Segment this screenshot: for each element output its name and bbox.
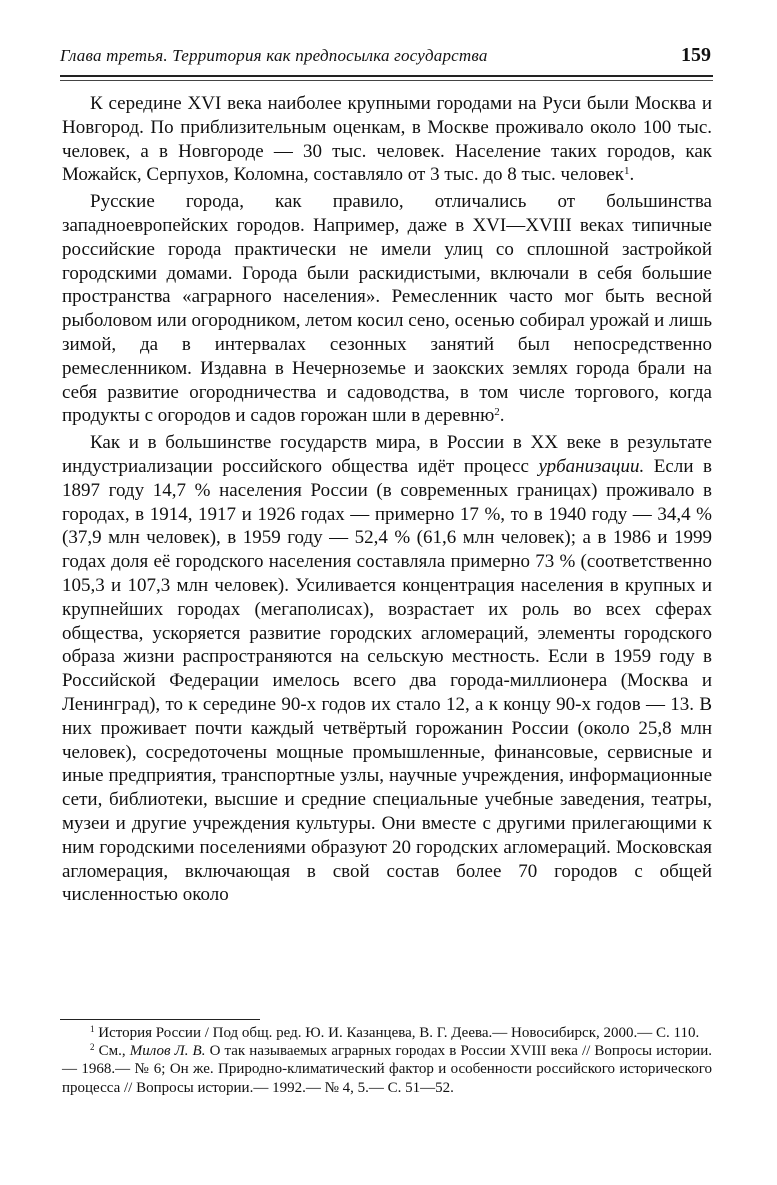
footnote-separator xyxy=(60,1019,260,1020)
running-header xyxy=(60,44,713,78)
header-rule-thin xyxy=(60,80,713,81)
footnote-author: Милов Л. В. xyxy=(129,1043,206,1060)
header-rule-thick xyxy=(60,75,713,77)
emphasis-term: урбанизации. xyxy=(538,455,645,477)
running-title: Глава третья. Территория как предпосылка государства xyxy=(60,46,488,65)
footnote-number: 1 xyxy=(90,1024,95,1034)
paragraph-3: Как и в большинстве государств мира, в России в XX веке в результате индустриализации российского общества идёт процесс урбанизации. Если в 1897 году 14,7 % населения России (в современных границах) проживало в городах, в 1914, 1917 и 1926 годах — примерно 17 %, то в 1940 году — 34,4 % (37,9 млн человек), в 1959 году — 52,4 % (61,6 млн человек); а в 1986 и 1999 годах доля её городского населения составляла примерно 73 % (соответственно 105,3 и 107,3 млн человек). Усиливается концентрация населения в крупных и крупнейших городах (мегаполисах), возрастает их роль во всех сферах общества, ускоряется развитие городских агломераций, элементы городского образа жизни распространяются на сельскую местность. Если в 1959 году в Российской Федерации имелось всего два города-миллионера (Москва и Ленинград), то к середине 90-х годов их стало 12, а к концу 90-х годов — 13. В них проживает почти каждый четвёртый горожанин России (около 25,8 млн человек), сосредоточены мощные промышленные, финансовые, сервисные и иные предприятия, транспортные узлы, научные учреждения, информационные сети, библиотеки, высшие и средние специальные учебные заведения, театры, музеи и другие учреждения культуры. Они вместе с другими прилегающими к ним городскими поселениями образуют 20 городских агломераций. Московская агломерация, включающая в свой состав более 70 городов с общей численностью около xyxy=(62,432,712,906)
paragraph-1: К середине XVI века наиболее крупными городами на Руси были Москва и Новгород. По приблизительным оценкам, в Москве проживало около 100 тыс. человек, а в Новгороде — 30 тыс. человек. Население таких городов, как Можайск, Серпухов, Коломна, составляло от 3 тыс. до 8 тыс. человек$^1$. xyxy=(62,93,712,186)
footnotes xyxy=(62,1024,712,1097)
page-number: 159 xyxy=(681,44,711,66)
paragraph-2: Русские города, как правило, отличались от большинства западноевропейских городов. Например, даже в XVI—XVIII веках типичные российские города практически не имели улиц со сплошной застройкой городскими домами. Города были раскидистыми, включали в себя большие пространства «аграрного населения». Ремесленник часто мог быть весной рыболовом или огородником, летом косил сено, осенью собирал урожай и лишь зимой, да в интервалах сезонных занятий был непосредственно ремесленником. Издавна в Нечерноземье и заокских землях города брали на себя развитие огородничества и садоводства, в том числе торгового, когда продукты с огородов и садов горожан шли в деревню$^2$. xyxy=(62,191,712,427)
footnote-ref-1[interactable]: 1 xyxy=(624,165,630,178)
footnote-2: $^2$ См., Милов Л. В. О так называемых аграрных городах в России XVIII века // Вопросы истории.— 1968.— № 6; Он же. Природно-климатический фактор и особенности российского исторического процесса // Вопросы истории.— 1992.— № 4, 5.— С. 51—52. xyxy=(62,1042,713,1096)
footnote-number: 2 xyxy=(90,1042,95,1053)
footnote-ref-2[interactable]: 2 xyxy=(494,406,500,419)
footnote-1: $^1$ История России / Под общ. ред. Ю. И. Казанцева, В. Г. Деева.— Новосибирск, 2000.— С. 110. xyxy=(90,1024,700,1041)
main-text xyxy=(62,92,712,907)
